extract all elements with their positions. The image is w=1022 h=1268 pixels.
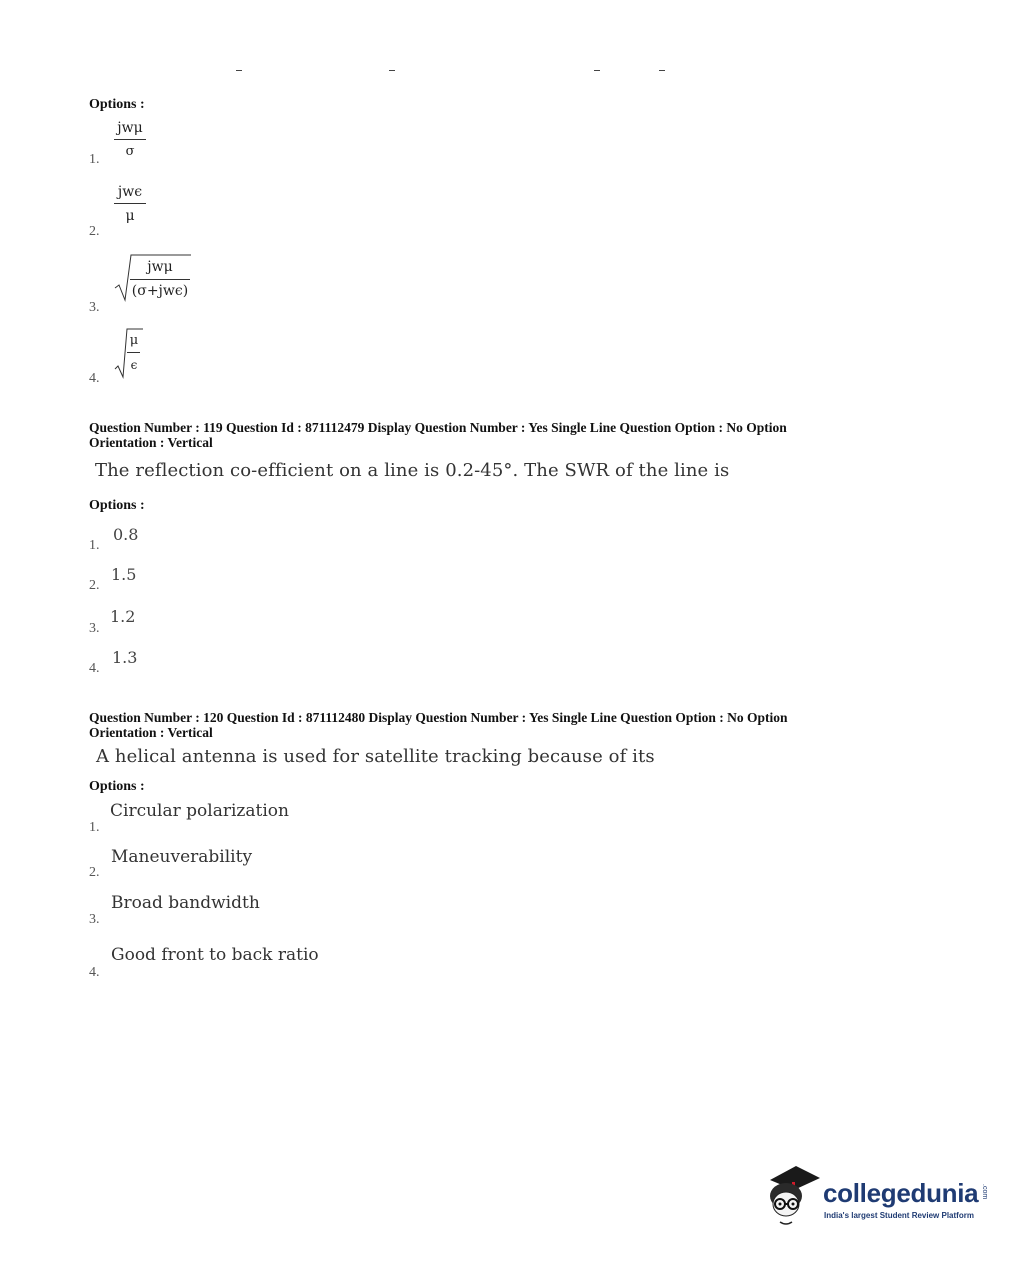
option-text: Maneuverability xyxy=(111,847,253,867)
logo-domain: .com xyxy=(981,1184,988,1200)
option-number: 2. xyxy=(89,865,100,880)
fraction-numerator: jwμ xyxy=(117,120,143,136)
option-text: 1.2 xyxy=(110,607,136,626)
fraction-numerator: jwϵ xyxy=(117,184,143,200)
option-text: 1.3 xyxy=(112,648,138,667)
option-number: 4. xyxy=(89,661,100,676)
fraction-denominator: μ xyxy=(125,208,135,224)
option-number: 1. xyxy=(89,152,100,167)
fraction-numerator: μ xyxy=(129,333,139,348)
question-text: The reflection co-efficient on a line is 0.2-45°. The SWR of the line is xyxy=(95,460,730,481)
option-text: Broad bandwidth xyxy=(111,893,260,913)
question-meta xyxy=(89,710,869,740)
option-number: 4. xyxy=(89,371,100,386)
question-meta xyxy=(89,420,869,450)
option-text: Circular polarization xyxy=(110,801,289,821)
fraction-bar xyxy=(127,352,140,353)
scan-mark xyxy=(594,70,600,71)
fraction-denominator: ϵ xyxy=(130,358,138,372)
fraction-bar xyxy=(114,139,146,140)
option-number: 2. xyxy=(89,578,100,593)
question-meta-line: Orientation : Vertical xyxy=(89,435,213,450)
option-number: 3. xyxy=(89,621,100,636)
mascot-icon xyxy=(762,1160,824,1230)
option-number: 1. xyxy=(89,820,100,835)
option-number: 3. xyxy=(89,912,100,927)
question-meta-line: Question Number : 119 Question Id : 871112479 Display Question Number : Yes Single Line Question Option : No Option xyxy=(89,420,787,435)
option-number: 4. xyxy=(89,965,100,980)
option-number: 1. xyxy=(89,538,100,553)
options-label: Options : xyxy=(89,498,145,513)
options-label: Options : xyxy=(89,97,145,112)
question-text: A helical antenna is used for satellite tracking because of its xyxy=(96,746,655,767)
fraction-bar xyxy=(114,203,146,204)
collegedunia-logo xyxy=(762,1160,992,1232)
scan-mark xyxy=(236,70,242,71)
scan-mark xyxy=(389,70,395,71)
fraction-denominator: (σ+jwϵ) xyxy=(131,283,189,299)
scan-mark xyxy=(659,70,665,71)
option-text: 1.5 xyxy=(111,565,137,584)
logo-tagline: India's largest Student Review Platform xyxy=(824,1211,974,1220)
option-number: 2. xyxy=(89,224,100,239)
fraction-bar xyxy=(130,279,190,280)
options-label: Options : xyxy=(89,779,145,794)
logo-wordmark: collegedunia xyxy=(823,1178,979,1208)
option-number: 3. xyxy=(89,300,100,315)
option-text: 0.8 xyxy=(113,525,139,544)
question-meta-line: Question Number : 120 Question Id : 871112480 Display Question Number : Yes Single Line Question Option : No Option xyxy=(89,710,788,725)
question-meta-line: Orientation : Vertical xyxy=(89,725,213,740)
option-text: Good front to back ratio xyxy=(111,945,319,965)
fraction-numerator: jwμ xyxy=(147,259,173,275)
fraction-denominator: σ xyxy=(125,144,135,159)
